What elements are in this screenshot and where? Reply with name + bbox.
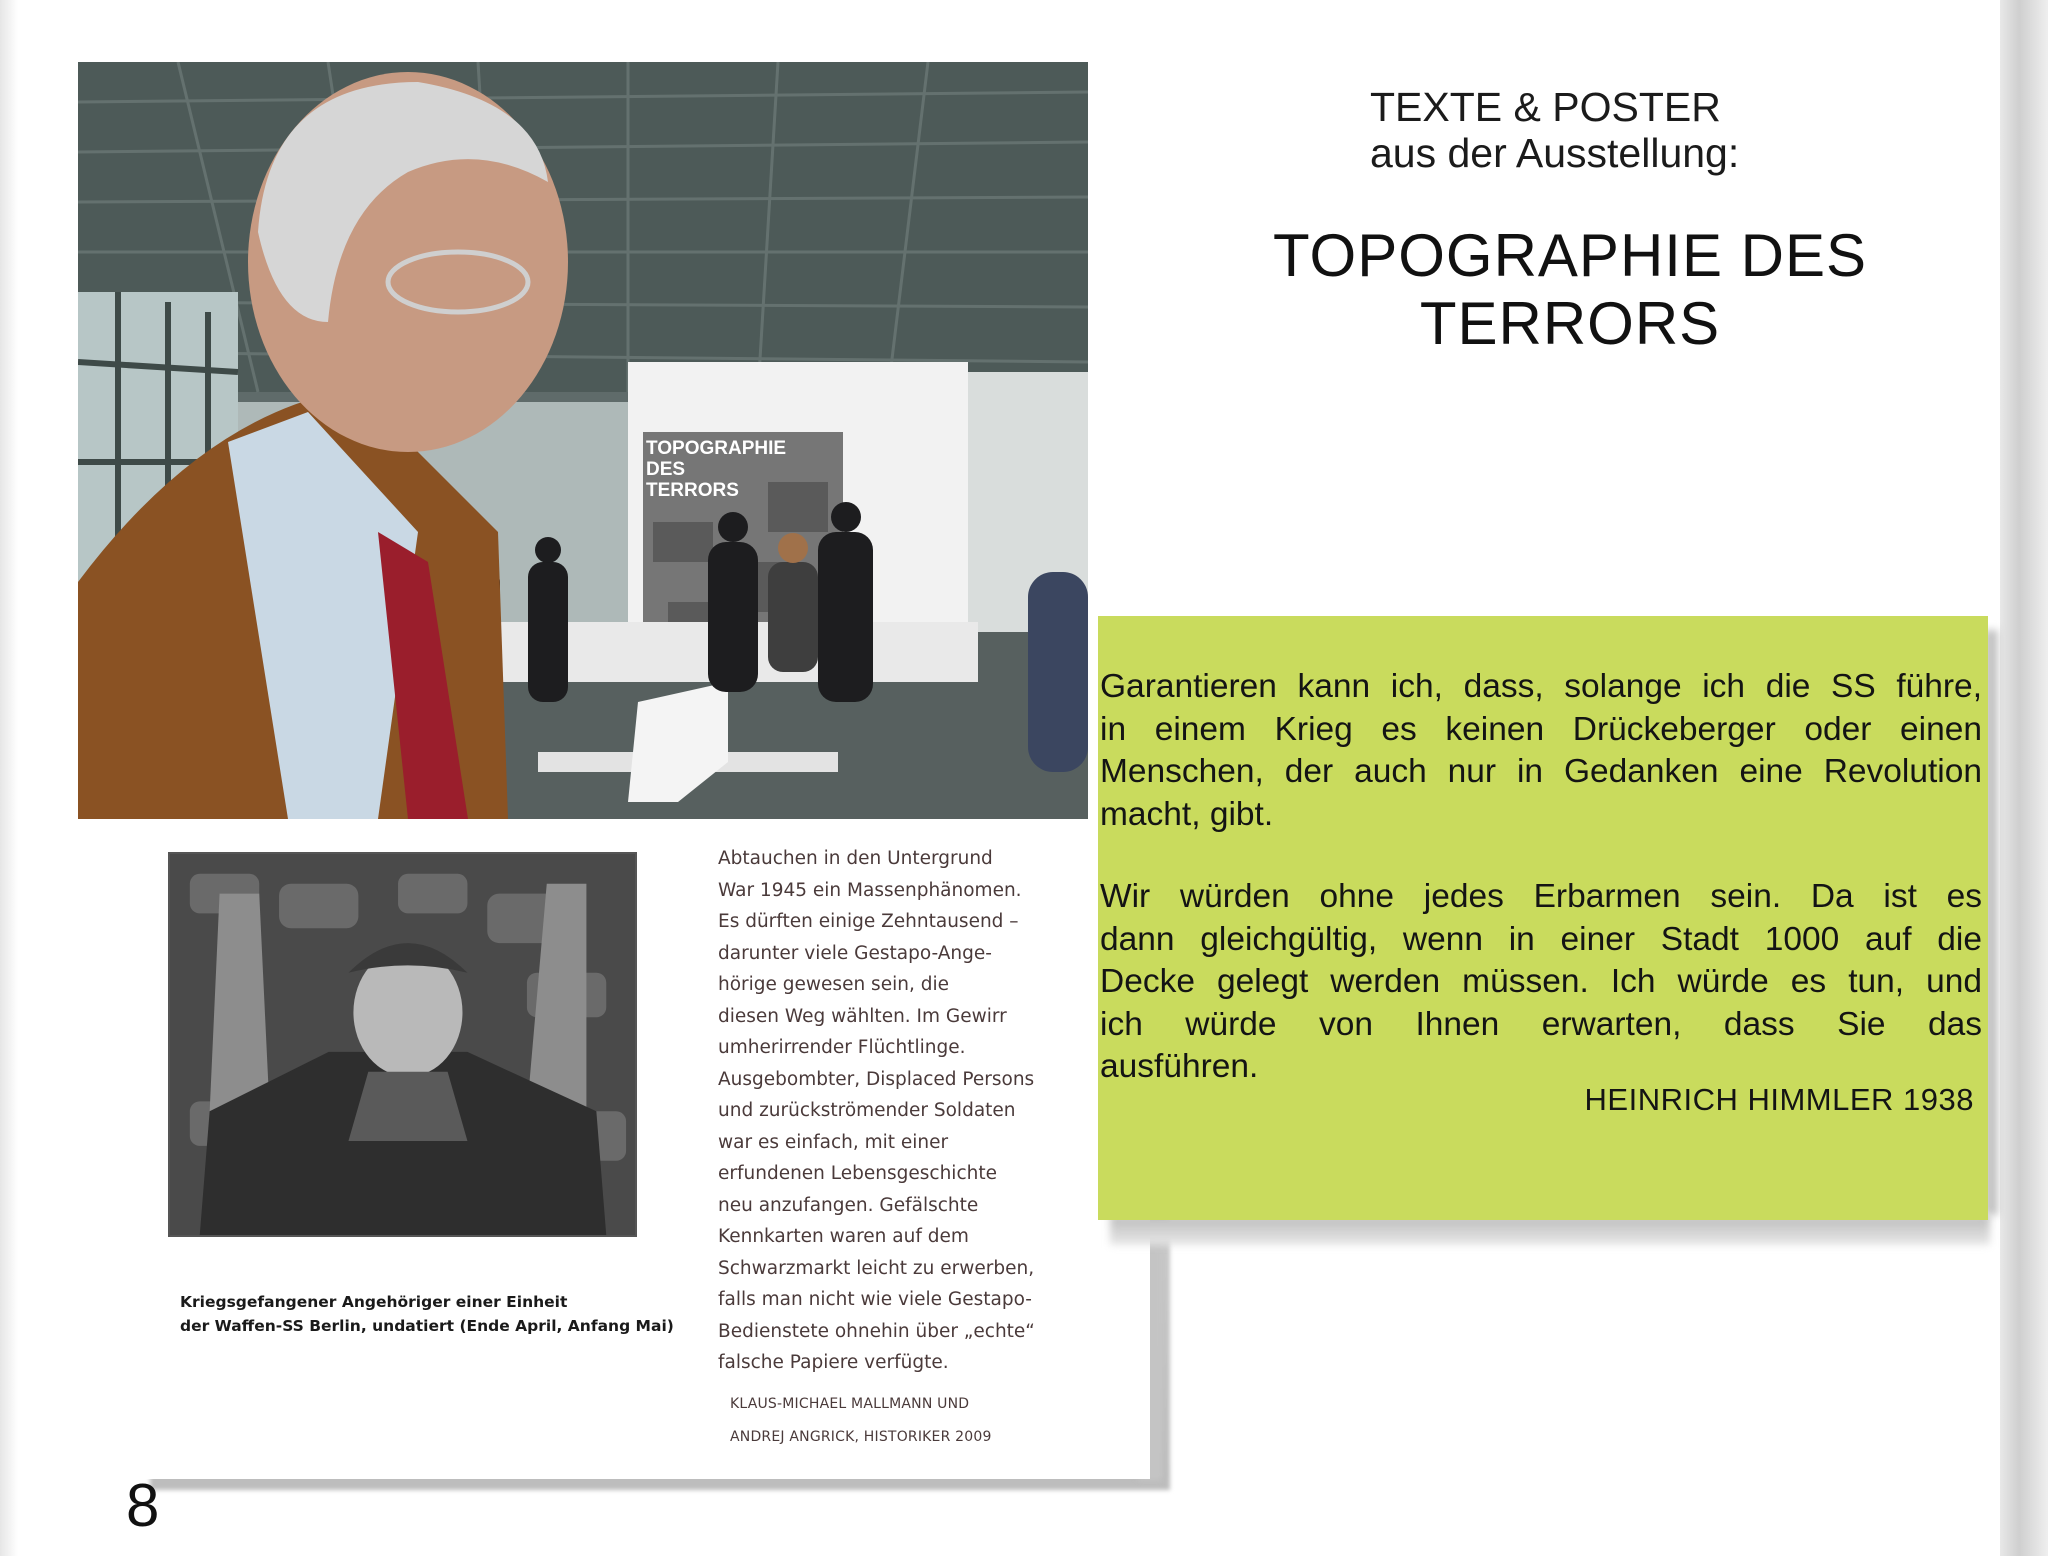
exhibition-photo	[78, 62, 1088, 819]
source-line-2: ANDREJ ANGRICK, HISTORIKER 2009	[730, 1429, 992, 1445]
page-number: 8	[126, 1472, 160, 1539]
title-line-2: TERRORS	[1419, 290, 1721, 357]
column-line: darunter viele Gestapo-Ange-	[718, 942, 992, 964]
column-line: umherirrender Flüchtlinge.	[718, 1037, 966, 1058]
column-line: diesen Weg wählten. Im Gewirr	[718, 1005, 1007, 1027]
quote-line: Garantieren kann ich, dass, solange ich die SS führe,	[1100, 668, 1982, 705]
quote-line: Menschen, der auch nur in Gedanken eine Revolution	[1100, 753, 1982, 790]
quote-line: in einem Krieg es keinen Drückeberger oder einen	[1100, 710, 1982, 748]
quote-line: dann gleichgültig, wenn in einer Stadt 1000 auf die	[1100, 920, 1982, 958]
heading-subtitle	[1370, 84, 1890, 176]
column-line: Abtauchen in den Untergrund	[718, 848, 993, 869]
column-line: Kennkarten waren auf dem	[718, 1226, 969, 1247]
caption-line-2: der Waffen-SS Berlin, undatiert (Ende April, Anfang Mai)	[180, 1317, 674, 1335]
quote-line: ausführen.	[1100, 1048, 1259, 1085]
poster-line-1: TOPOGRAPHIE	[646, 438, 787, 459]
poster-line-2: DES	[646, 459, 686, 480]
quote-line: ich würde von Ihnen erwarten, dass Sie das	[1100, 1005, 1982, 1043]
heading-line-2: aus der Ausstellung:	[1370, 130, 1740, 176]
column-line: hörige gewesen sein, die	[718, 974, 949, 995]
column-source	[730, 1388, 1100, 1454]
column-line: war es einfach, mit einer	[718, 1131, 949, 1153]
quote-line: Decke gelegt werden müssen. Ich würde es tun, und	[1100, 963, 1982, 1000]
poster-line-3: TERRORS	[646, 480, 739, 501]
quote-line: Wir würden ohne jedes Erbarmen sein. Da ist es	[1100, 878, 1982, 915]
column-line: erfundenen Lebensgeschichte	[718, 1163, 997, 1184]
quote-paragraph-1	[1100, 666, 1982, 836]
text-column	[718, 843, 1098, 1379]
prisoner-photo	[168, 852, 637, 1237]
page-edge	[2000, 0, 2048, 1556]
quote-line: macht, gibt.	[1100, 795, 1274, 833]
caption-line-1: Kriegsgefangener Angehöriger einer Einheit	[180, 1293, 568, 1311]
quote-author: HEINRICH HIMMLER 1938	[1584, 1082, 1974, 1117]
source-line-1: KLAUS-MICHAEL MALLMANN UND	[730, 1396, 970, 1412]
column-line: falsche Papiere verfügte.	[718, 1352, 949, 1373]
photo-caption	[180, 1290, 674, 1338]
column-line: Es dürften einige Zehntausend –	[718, 911, 1019, 932]
heading-title	[1230, 222, 1910, 358]
title-line-1: TOPOGRAPHIE DES	[1272, 222, 1868, 289]
column-line: neu anzufangen. Gefälschte	[718, 1194, 979, 1216]
column-line: falls man nicht wie viele Gestapo-	[718, 1289, 1032, 1310]
heading-line-1: TEXTE & POSTER	[1370, 84, 1721, 130]
page-gutter-shade	[0, 0, 18, 1556]
quote-paragraph-2	[1100, 876, 1982, 1089]
column-line: und zurückströmender Soldaten	[718, 1100, 1016, 1121]
column-line: Bedienstete ohnehin über „echte“	[718, 1320, 1035, 1342]
column-line: Schwarzmarkt leicht zu erwerben,	[718, 1257, 1035, 1279]
quote-box	[1098, 616, 1988, 1220]
column-line: War 1945 ein Massenphänomen.	[718, 879, 1022, 901]
column-line: Ausgebombter, Displaced Persons	[718, 1068, 1035, 1090]
